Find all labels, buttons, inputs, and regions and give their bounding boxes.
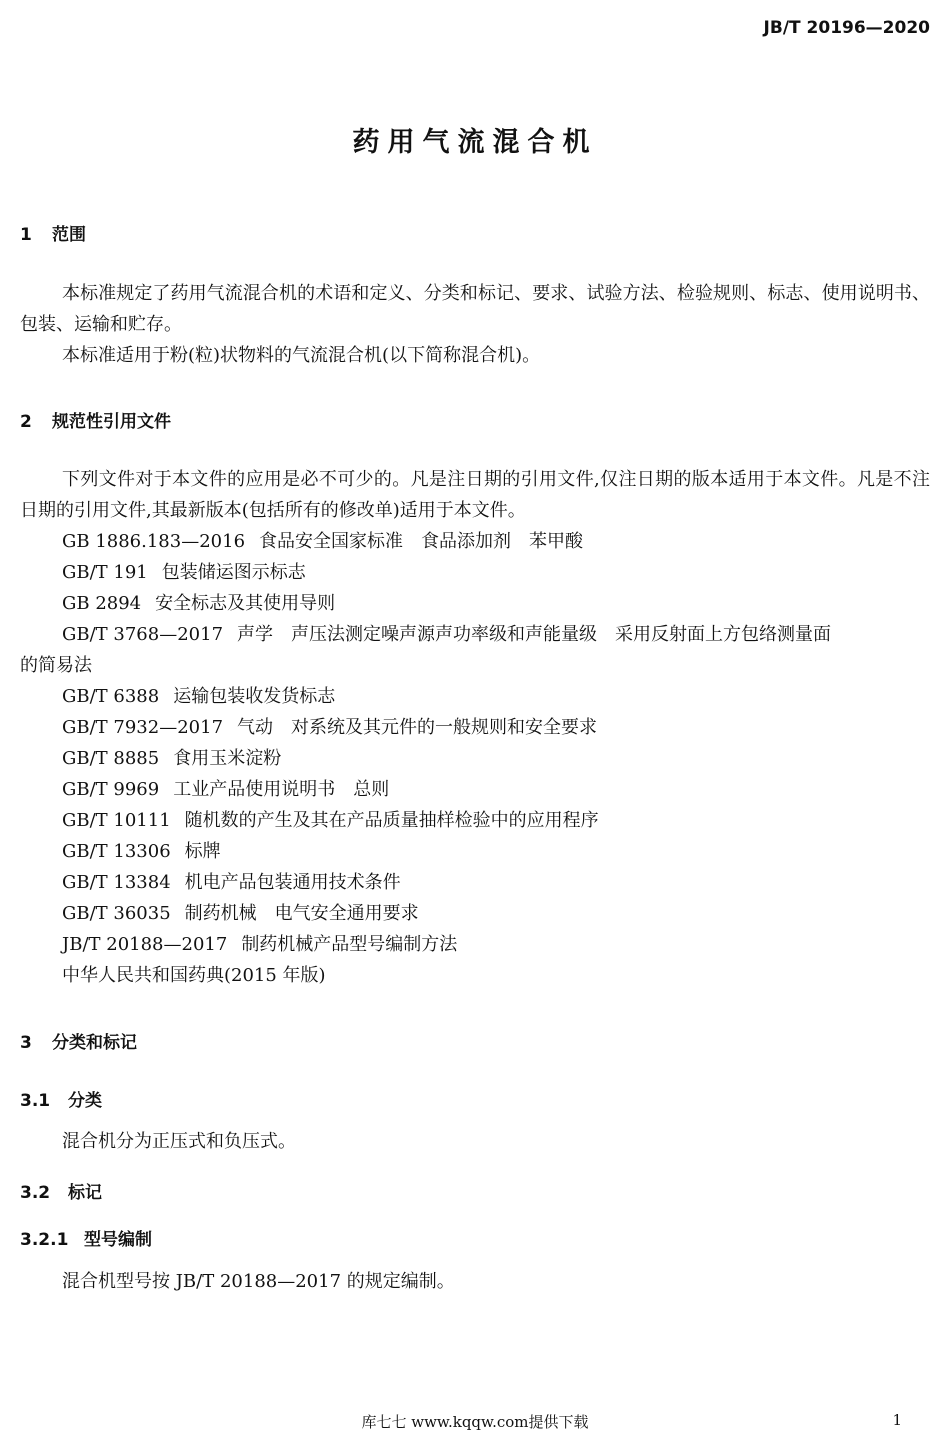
download-watermark: 库七七 www.kqqw.com提供下载 <box>361 1413 589 1431</box>
section-number: 3.2 <box>20 1183 51 1203</box>
reference-code: GB/T 7932—2017 <box>62 717 224 738</box>
reference-title: 声学 声压法测定噪声源声功率级和声能量级 采用反射面上方包络测量面 <box>237 624 832 645</box>
reference-code: GB/T 6388 <box>62 686 160 707</box>
reference-code: GB 2894 <box>62 593 142 614</box>
reference-code: GB/T 13306 <box>62 841 171 862</box>
reference-title: 食品安全国家标准 食品添加剂 苯甲酸 <box>259 531 584 552</box>
section-title: 分类 <box>68 1091 102 1111</box>
section-title: 范围 <box>52 225 86 245</box>
section-3-1-heading <box>20 1086 102 1111</box>
section-number: 3 <box>20 1033 32 1053</box>
reference-code: GB 1886.183—2016 <box>62 531 246 552</box>
section-number: 3.2.1 <box>20 1230 69 1250</box>
reference-title: 安全标志及其使用导则 <box>155 593 336 614</box>
reference-item <box>62 557 306 588</box>
reference-item <box>62 588 335 619</box>
reference-title: 机电产品包装通用技术条件 <box>184 872 401 893</box>
reference-title: 食用玉米淀粉 <box>173 748 282 769</box>
reference-code: GB/T 9969 <box>62 779 160 800</box>
reference-continuation: 的简易法 <box>20 655 92 676</box>
reference-code: 中华人民共和国药典(2015 年版) <box>62 965 326 986</box>
section-title: 型号编制 <box>84 1230 152 1250</box>
section-title: 规范性引用文件 <box>52 412 171 432</box>
reference-item <box>62 805 599 836</box>
reference-item <box>62 929 457 960</box>
reference-item <box>62 526 583 557</box>
reference-title: 制药机械 电气安全通用要求 <box>184 903 419 924</box>
section-title: 分类和标记 <box>52 1033 137 1053</box>
page-number: 1 <box>892 1411 902 1429</box>
reference-code: GB/T 8885 <box>62 748 160 769</box>
standard-code: JB/T 20196—2020 <box>763 18 930 38</box>
classification-paragraph: 混合机分为正压式和负压式。 <box>62 1131 296 1152</box>
reference-code: GB/T 36035 <box>62 903 171 924</box>
reference-title: 运输包装收发货标志 <box>173 686 336 707</box>
reference-item <box>62 960 340 991</box>
reference-title: 气动 对系统及其元件的一般规则和安全要求 <box>237 717 598 738</box>
reference-item <box>62 867 401 898</box>
section-number: 1 <box>20 225 32 245</box>
reference-title: 标牌 <box>184 841 221 862</box>
references-intro: 下列文件对于本文件的应用是必不可少的。凡是注日期的引用文件,仅注日期的版本适用于本文件。凡是不注日期的引用文件,其最新版本(包括所有的修改单)适用于本文件。 <box>20 469 930 521</box>
section-3-heading <box>20 1028 137 1053</box>
section-1-heading <box>20 220 86 245</box>
reference-code: GB/T 10111 <box>62 810 171 831</box>
reference-item <box>62 898 419 929</box>
reference-title: 工业产品使用说明书 总则 <box>173 779 390 800</box>
reference-code: JB/T 20188—2017 <box>62 934 228 955</box>
document-title: 药用气流混合机 <box>352 127 598 158</box>
reference-item <box>62 836 221 867</box>
scope-paragraph-2: 本标准适用于粉(粒)状物料的气流混合机(以下简称混合机)。 <box>62 345 541 366</box>
reference-code: GB/T 191 <box>62 562 148 583</box>
section-number: 3.1 <box>20 1091 51 1111</box>
section-3-2-heading <box>20 1178 102 1203</box>
reference-item <box>62 774 389 805</box>
reference-title: 包装储运图示标志 <box>161 562 306 583</box>
reference-item <box>62 681 335 712</box>
scope-paragraph-1: 本标准规定了药用气流混合机的术语和定义、分类和标记、要求、试验方法、检验规则、标志、使用说明书、包装、运输和贮存。 <box>20 283 930 335</box>
reference-item <box>62 619 831 650</box>
section-number: 2 <box>20 412 32 432</box>
section-2-heading <box>20 407 171 432</box>
section-3-2-1-heading <box>20 1225 152 1250</box>
reference-code: GB/T 13384 <box>62 872 171 893</box>
reference-item <box>62 712 597 743</box>
reference-title: 随机数的产生及其在产品质量抽样检验中的应用程序 <box>184 810 599 831</box>
section-title: 标记 <box>68 1183 102 1203</box>
reference-title: 制药机械产品型号编制方法 <box>241 934 458 955</box>
reference-code: GB/T 3768—2017 <box>62 624 224 645</box>
reference-item <box>62 743 281 774</box>
model-paragraph: 混合机型号按 JB/T 20188—2017 的规定编制。 <box>62 1271 455 1292</box>
